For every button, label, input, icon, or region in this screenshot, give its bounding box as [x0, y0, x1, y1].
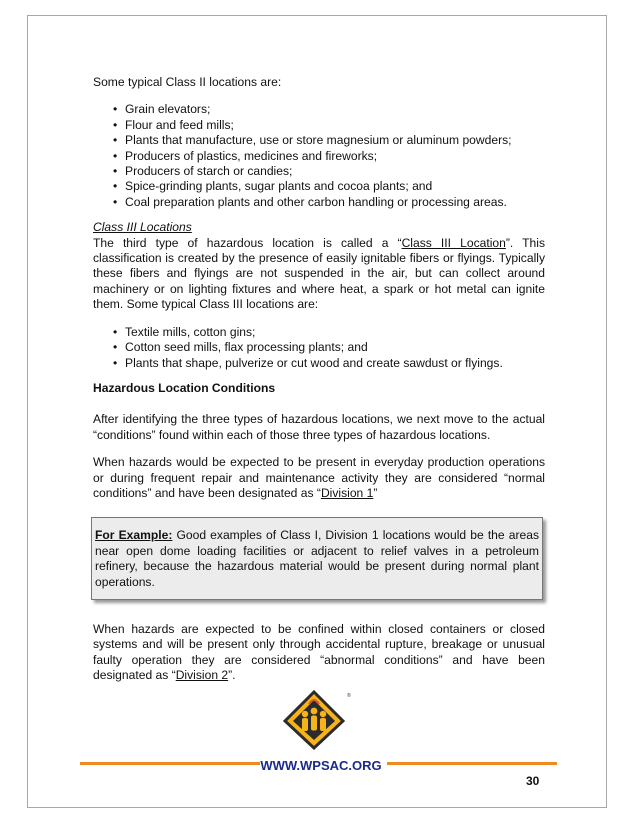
class3-term: Class III Location: [401, 235, 506, 250]
list-item: • Textile mills, cotton gins;: [93, 325, 545, 340]
page-content: [93, 75, 545, 684]
class3-text-b: ”. This classification is created by the presence of easily ignitable fibers or flyings. Typically these fibers and flyings are not suspended in the air, but can collect around machinery or on lighting fixtures and where heat, a spark or hot metal can ignite them. Some typical Class III locations are:: [93, 235, 545, 312]
division2-paragraph: [93, 622, 545, 684]
division1-text-a: When hazards would be expected to be present in everyday production operations or during frequent repair and maintenance activity they are considered “normal conditions” and have been designated as “: [93, 455, 545, 500]
list-item: • Plants that shape, pulverize or cut wood and create sawdust or flyings.: [93, 356, 545, 371]
class2-list: [93, 102, 545, 210]
list-item: • Producers of starch or candies;: [93, 164, 545, 179]
registered-mark: ®: [347, 693, 351, 699]
list-item: • Cotton seed mills, flax processing plants; and: [93, 340, 545, 355]
division1-term: Division 1: [320, 485, 374, 500]
list-item: • Plants that manufacture, use or store magnesium or aluminum powders;: [93, 133, 545, 148]
footer-rule-right: [387, 762, 557, 765]
example-callout: [91, 517, 543, 600]
example-label: For Example:: [95, 528, 173, 543]
class3-heading: Class III Locations: [93, 220, 192, 235]
website-url: WWW.WPSAC.ORG: [260, 758, 382, 773]
list-item: • Flour and feed mills;: [93, 118, 545, 133]
conditions-paragraph-1: After identifying the three types of hazardous locations, we next move to the actual “conditions” found within each of those three types of hazardous locations.: [93, 412, 545, 442]
class3-list: [93, 325, 545, 371]
list-item: • Spice-grinding plants, sugar plants and cocoa plants; and: [93, 179, 545, 194]
division1-text-b: ”: [373, 485, 378, 500]
list-item: • Coal preparation plants and other carbon handling or processing areas.: [93, 195, 545, 210]
class3-text-a: The third type of hazardous location is called a “: [93, 235, 402, 250]
conditions-paragraph-2: [93, 455, 545, 501]
footer-rule-left: [80, 762, 260, 765]
list-item: • Grain elevators;: [93, 102, 545, 117]
division2-text-a: When hazards are expected to be confined within closed containers or closed systems and will be present only through accidental rupture, breakage or unusual faulty operation they are considered “abnormal conditions” and have been designated as “: [93, 621, 545, 683]
class2-intro: Some typical Class II locations are:: [93, 75, 282, 89]
list-item: • Producers of plastics, medicines and fireworks;: [93, 149, 545, 164]
division2-term: Division 2: [175, 668, 229, 683]
page-number: 30: [526, 774, 540, 788]
class3-paragraph: [93, 236, 545, 313]
conditions-heading: Hazardous Location Conditions: [93, 380, 276, 395]
example-text: Good examples of Class I, Division 1 locations would be the areas near open dome loading facilities or adjacent to relief valves in a petroleum refinery, because the hazardous material would be present during normal plant operations.: [95, 528, 539, 589]
wpsac-logo-icon: [283, 690, 345, 750]
division2-text-b: ”.: [228, 668, 236, 683]
